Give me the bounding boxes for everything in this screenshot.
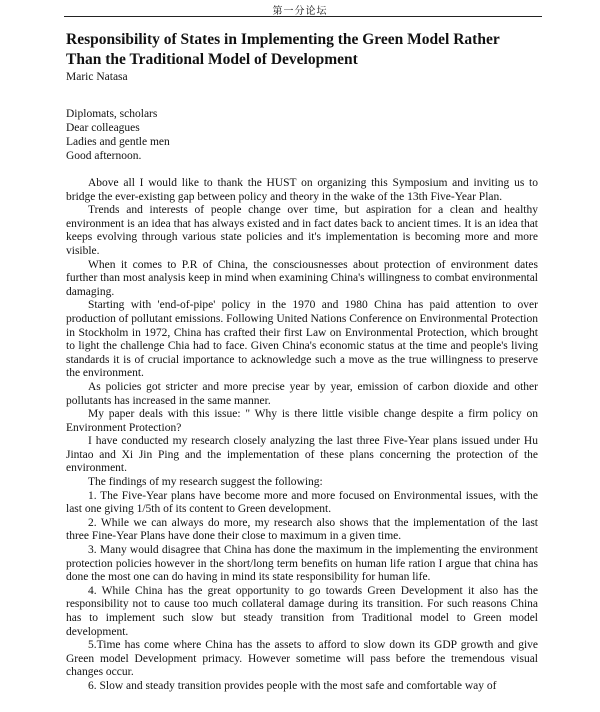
paragraph: When it comes to P.R of China, the consciousnesses about protection of environment dates further than most analysis keep in mind when examining China's willingness to combat environmental damaging. [66,258,538,298]
paragraph: My paper deals with this issue: " Why is there little visible change despite a firm policy on Environment Protection? [66,408,538,434]
paragraph: Starting with 'end-of-pipe' policy in the 1970 and 1980 China has paid attention to over production of pollutant emissions. Following United Nations Conference on Environmental Protection in Stockholm in 1972, China has crafted their first Law on Environmental Protection, which brought to light the challenge Chia had to face. Given China's economic status at the time and people's living standards it is of crucial importance to acknowledge such a move as the true willingness to preserve the environment. [66,299,538,380]
finding-item: 3. Many would disagree that China has done the maximum in the implementing the environment protection policies however in the short/long term benefits on human life ration I argue that china has done the most one can do having in mind its state responsibility for human life. [66,544,538,584]
article-body [66,30,538,694]
article-title: Responsibility of States in Implementing the Green Model Rather Than the Traditional Model of Development [66,31,500,68]
finding-item: 5.Time has come where China has the assets to afford to slow down its GDP growth and give Green model Development primacy. However sometime will pass before the tremendous visual changes occur. [66,639,538,679]
finding-item: 6. Slow and steady transition provides people with the most safe and comfortable way of [88,679,497,692]
paragraph: Above all I would like to thank the HUST on organizing this Symposium and inviting us to bridge the ever-existing gap between policy and theory in the wake of the 13th Five-Year Plan. [66,177,538,203]
author-name: Maric Natasa [66,71,128,83]
finding-item: 4. While China has the great opportunity to go towards Green Development it also has the responsibility not to cause too much collateral damage during its transition. For such reasons China has to implement such slow but steady transition from Traditional model to Green model development. [66,584,538,638]
finding-item: 2. While we can always do more, my research also shows that the implementation of the last three Fine-Year Plans have done their close to maximum in a given time. [66,516,538,543]
salutation-block [66,107,538,163]
paragraph: Trends and interests of people change over time, but aspiration for a clean and healthy environment is an idea that has always existed and in fact dates back to ancient times. It is an idea that keeps evolving through various state policies and it's implementation is becoming more and more visible. [66,204,538,257]
paragraph: The findings of my research suggest the following: [88,476,323,489]
header-rule [64,16,542,17]
salutation-line: Dear colleagues [66,122,140,134]
running-head: 第一分论坛 [272,6,328,17]
salutation-line: Good afternoon. [66,150,142,162]
salutation-line: Diplomats, scholars [66,108,158,120]
paragraph: I have conducted my research closely analyzing the last three Five-Year plans issued under Hu Jintao and Xi Jin Ping and the implementation of these plans concerning the protection of the environment. [66,435,538,475]
paragraphs [66,177,538,694]
paragraph: As policies got stricter and more precise year by year, emission of carbon dioxide and other pollutants has increased in the same manner. [66,380,538,407]
finding-item: 1. The Five-Year plans have become more and more focused on Environmental issues, with the last one giving 1/5th of its content to Green development. [66,489,538,516]
salutation-line: Ladies and gentle men [66,136,170,148]
